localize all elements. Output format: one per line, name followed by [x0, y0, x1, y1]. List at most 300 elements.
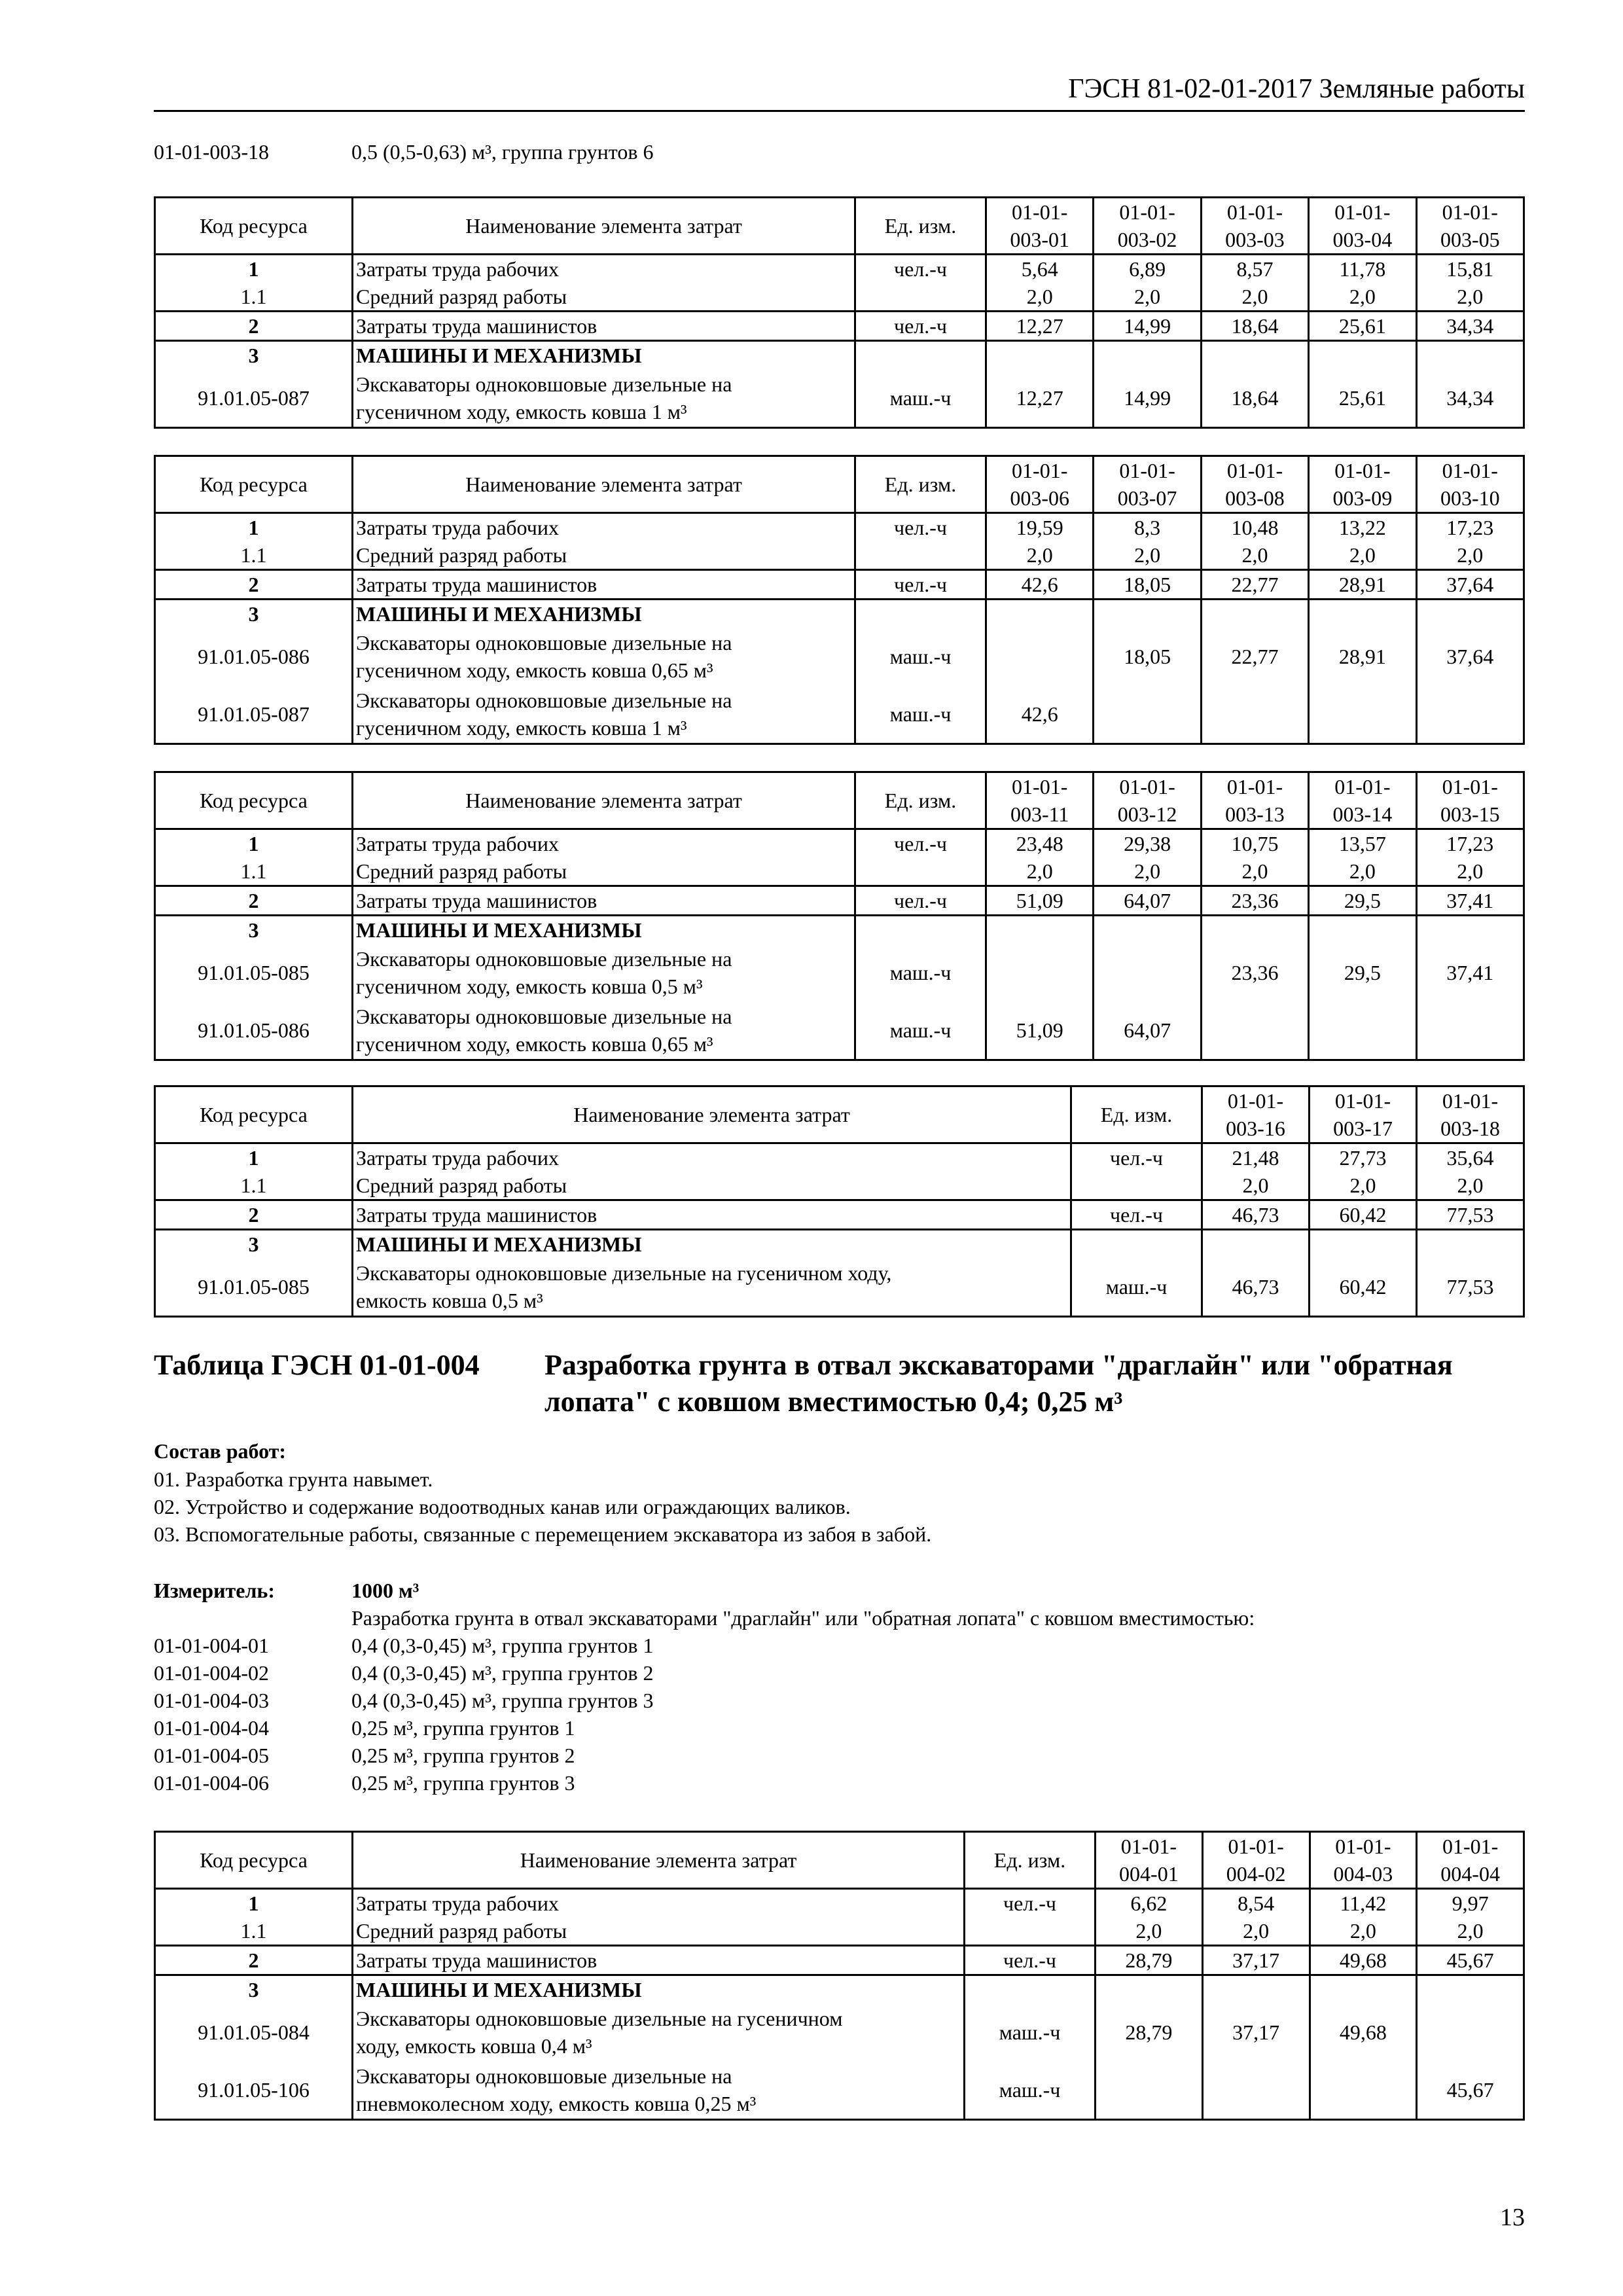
resource-value: 2,0 — [1416, 857, 1524, 886]
code-column-header: Код ресурса — [155, 772, 353, 829]
resource-value — [1310, 1230, 1417, 1259]
norm-code-column-header: 01-01- 003-09 — [1309, 456, 1416, 513]
resource-value: 2,0 — [1201, 857, 1308, 886]
resource-value — [986, 628, 1094, 685]
table-row — [155, 600, 1524, 628]
table-row — [155, 2061, 1524, 2120]
norm-code-column-header: 01-01- 003-01 — [986, 198, 1094, 255]
resource-code: 1.1 — [155, 541, 353, 570]
resource-name: Средний разряд работы — [353, 1917, 965, 1946]
resource-value — [1094, 341, 1201, 370]
resource-code: 1.1 — [155, 1172, 353, 1200]
table-row — [155, 2003, 1524, 2061]
resource-value: 11,78 — [1309, 255, 1416, 283]
resource-name: Средний разряд работы — [353, 1172, 1071, 1200]
resource-unit: маш.-ч — [855, 944, 986, 1001]
resource-code: 1 — [155, 829, 353, 858]
resource-value — [1417, 2003, 1524, 2061]
resource-value: 77,53 — [1417, 1258, 1524, 1317]
norm-code-column-header: 01-01- 003-14 — [1309, 772, 1416, 829]
resource-value — [1417, 1975, 1524, 2004]
table-row — [155, 1200, 1524, 1230]
table-row — [155, 916, 1524, 944]
resource-value — [1416, 341, 1524, 370]
resource-value: 25,61 — [1309, 312, 1416, 341]
resource-unit — [965, 1917, 1096, 1946]
table-row — [155, 1172, 1524, 1200]
resource-value: 13,57 — [1309, 829, 1416, 858]
resource-code: 3 — [155, 600, 353, 628]
resource-value: 2,0 — [1309, 541, 1416, 570]
resource-value: 2,0 — [1202, 1917, 1310, 1946]
resource-unit: маш.-ч — [855, 1001, 986, 1060]
resource-value: 9,97 — [1417, 1889, 1524, 1918]
resource-value — [1202, 2061, 1310, 2120]
resource-unit — [855, 916, 986, 944]
resource-code: 91.01.05-086 — [155, 628, 353, 685]
unit-column-header: Ед. изм. — [855, 198, 986, 255]
resource-unit: маш.-ч — [1071, 1258, 1202, 1317]
resource-value: 64,07 — [1094, 1001, 1201, 1060]
resource-value: 18,05 — [1094, 628, 1201, 685]
resource-value: 6,62 — [1096, 1889, 1203, 1918]
norm-code-column-header: 01-01- 003-18 — [1417, 1086, 1524, 1143]
item-description: 0,4 (0,3-0,45) м³, группа грунтов 3 — [351, 1689, 654, 1712]
table-row — [155, 1001, 1524, 1060]
resource-value: 18,64 — [1201, 369, 1308, 428]
item-code: 01-01-004-05 — [154, 1744, 269, 1767]
resource-value: 6,89 — [1094, 255, 1201, 283]
resource-value: 29,5 — [1309, 944, 1416, 1001]
resource-value — [1094, 916, 1201, 944]
resource-value — [1094, 944, 1201, 1001]
resource-value: 2,0 — [1416, 541, 1524, 570]
name-column-header: Наименование элемента затрат — [353, 456, 855, 513]
code-column-header: Код ресурса — [155, 1086, 353, 1143]
table-header-row — [155, 456, 1524, 513]
resource-value — [1309, 1001, 1416, 1060]
resource-value: 37,17 — [1202, 2003, 1310, 2061]
measure-value: 1000 м³ — [351, 1579, 419, 1602]
resource-value: 49,68 — [1310, 2003, 1417, 2061]
resource-unit — [965, 1975, 1096, 2004]
resource-value: 29,38 — [1094, 829, 1201, 858]
resource-value — [1416, 685, 1524, 744]
resource-code: 3 — [155, 341, 353, 370]
resource-unit — [855, 283, 986, 312]
resource-name: Затраты труда рабочих — [353, 255, 855, 283]
resource-code: 3 — [155, 916, 353, 944]
resource-value — [986, 341, 1094, 370]
resource-value: 8,54 — [1202, 1889, 1310, 1918]
resource-value — [1202, 1230, 1310, 1259]
resource-value — [986, 600, 1094, 628]
resource-value: 28,91 — [1309, 628, 1416, 685]
table-row — [155, 857, 1524, 886]
resource-value: 17,23 — [1416, 829, 1524, 858]
table-header-row — [155, 1086, 1524, 1143]
resource-unit — [855, 600, 986, 628]
resource-name: Экскаваторы одноковшовые дизельные на гусеничном ходу, емкость ковша 0,65 м³ — [353, 628, 855, 685]
unit-column-header: Ед. изм. — [855, 456, 986, 513]
resource-code: 1 — [155, 255, 353, 283]
resource-value: 2,0 — [986, 857, 1094, 886]
resource-value — [986, 944, 1094, 1001]
page-header: ГЭСН 81-02-01-2017 Земляные работы — [154, 71, 1525, 112]
resource-code: 2 — [155, 312, 353, 341]
resource-name: Затраты труда рабочих — [353, 829, 855, 858]
norm-code-column-header: 01-01- 003-16 — [1202, 1086, 1310, 1143]
resource-unit: чел.-ч — [1071, 1200, 1202, 1230]
resource-value — [1417, 1230, 1524, 1259]
item-code: 01-01-004-01 — [154, 1634, 269, 1657]
resource-code: 91.01.05-106 — [155, 2061, 353, 2120]
table-row — [155, 541, 1524, 570]
resource-value: 15,81 — [1416, 255, 1524, 283]
resource-value — [1416, 600, 1524, 628]
norm-code-column-header: 01-01- 003-02 — [1094, 198, 1201, 255]
resource-value: 2,0 — [1417, 1917, 1524, 1946]
measure-label: Измеритель: — [154, 1579, 275, 1602]
norm-code-column-header: 01-01- 003-17 — [1310, 1086, 1417, 1143]
resource-name: МАШИНЫ И МЕХАНИЗМЫ — [353, 1230, 1071, 1259]
table-header-row — [155, 198, 1524, 255]
resource-value: 37,17 — [1202, 1946, 1310, 1975]
resource-value: 46,73 — [1202, 1200, 1310, 1230]
resource-value: 51,09 — [986, 1001, 1094, 1060]
resource-unit: маш.-ч — [855, 685, 986, 744]
table-row — [155, 628, 1524, 685]
resource-value: 2,0 — [1094, 857, 1201, 886]
resource-value — [1201, 685, 1308, 744]
resource-value: 42,6 — [986, 685, 1094, 744]
resource-value: 45,67 — [1417, 1946, 1524, 1975]
resource-value: 2,0 — [1309, 283, 1416, 312]
resource-unit — [1071, 1172, 1202, 1200]
resource-unit: маш.-ч — [855, 628, 986, 685]
resource-value — [1309, 685, 1416, 744]
resource-value: 12,27 — [986, 369, 1094, 428]
resource-value: 13,22 — [1309, 513, 1416, 542]
norm-code-column-header: 01-01- 004-01 — [1096, 1832, 1203, 1889]
resource-value — [1309, 341, 1416, 370]
resource-name: Затраты труда машинистов — [353, 1946, 965, 1975]
table-row — [155, 283, 1524, 312]
resource-value: 22,77 — [1201, 628, 1308, 685]
resource-value: 51,09 — [986, 886, 1094, 916]
resource-value: 14,99 — [1094, 312, 1201, 341]
resource-value: 12,27 — [986, 312, 1094, 341]
resource-value — [1201, 916, 1308, 944]
table-row — [155, 886, 1524, 916]
resource-unit: маш.-ч — [965, 2003, 1096, 2061]
resource-unit: чел.-ч — [1071, 1143, 1202, 1172]
resource-value: 28,91 — [1309, 570, 1416, 600]
table-row — [155, 1143, 1524, 1172]
resource-value: 45,67 — [1417, 2061, 1524, 2120]
resource-code: 3 — [155, 1230, 353, 1259]
resource-name: Затраты труда машинистов — [353, 570, 855, 600]
resource-name: Затраты труда рабочих — [353, 1143, 1071, 1172]
resource-name: Затраты труда машинистов — [353, 312, 855, 341]
resource-value: 2,0 — [1309, 857, 1416, 886]
resource-value: 5,64 — [986, 255, 1094, 283]
resource-value: 22,77 — [1201, 570, 1308, 600]
table-row — [155, 312, 1524, 341]
resource-unit: чел.-ч — [855, 829, 986, 858]
resource-name: Экскаваторы одноковшовые дизельные на гусеничном ходу, емкость ковша 0,4 м³ — [353, 2003, 965, 2061]
item-code: 01-01-003-18 — [154, 140, 269, 164]
resource-table-004-01 — [154, 1831, 1525, 2121]
resource-code: 1.1 — [155, 857, 353, 886]
norm-code-column-header: 01-01- 003-07 — [1094, 456, 1201, 513]
resource-value: 8,57 — [1201, 255, 1308, 283]
name-column-header: Наименование элемента затрат — [353, 1086, 1071, 1143]
resource-value: 37,64 — [1416, 628, 1524, 685]
resource-value: 27,73 — [1310, 1143, 1417, 1172]
table-row — [155, 1917, 1524, 1946]
resource-value: 23,48 — [986, 829, 1094, 858]
resource-value — [1309, 600, 1416, 628]
resource-name: Средний разряд работы — [353, 857, 855, 886]
norm-code-column-header: 01-01- 004-04 — [1417, 1832, 1524, 1889]
table-row — [155, 369, 1524, 428]
norm-code-column-header: 01-01- 004-02 — [1202, 1832, 1310, 1889]
resource-code: 91.01.05-087 — [155, 369, 353, 428]
resource-unit: чел.-ч — [855, 886, 986, 916]
resource-value: 21,48 — [1202, 1143, 1310, 1172]
resource-value: 35,64 — [1417, 1143, 1524, 1172]
resource-value — [1096, 2061, 1203, 2120]
resource-value: 2,0 — [1310, 1172, 1417, 1200]
resource-value: 23,36 — [1201, 944, 1308, 1001]
resource-value — [1310, 2061, 1417, 2120]
table-row — [155, 685, 1524, 744]
resource-value — [1201, 1001, 1308, 1060]
table-row — [155, 1230, 1524, 1259]
resource-value: 42,6 — [986, 570, 1094, 600]
resource-unit — [855, 341, 986, 370]
resource-unit: чел.-ч — [855, 255, 986, 283]
resource-value: 14,99 — [1094, 369, 1201, 428]
resource-value: 10,48 — [1201, 513, 1308, 542]
resource-name: Затраты труда машинистов — [353, 886, 855, 916]
norm-code-column-header: 01-01- 003-08 — [1201, 456, 1308, 513]
resource-table-003-16 — [154, 1085, 1525, 1318]
item-description: 0,25 м³, группа грунтов 3 — [351, 1771, 575, 1795]
resource-value: 49,68 — [1310, 1946, 1417, 1975]
resource-name: МАШИНЫ И МЕХАНИЗМЫ — [353, 916, 855, 944]
resource-value — [1201, 600, 1308, 628]
table-header-row — [155, 1832, 1524, 1889]
resource-value: 2,0 — [1096, 1917, 1203, 1946]
resource-code: 2 — [155, 570, 353, 600]
table-row — [155, 255, 1524, 283]
unit-column-header: Ед. изм. — [855, 772, 986, 829]
resource-code: 1.1 — [155, 1917, 353, 1946]
unit-column-header: Ед. изм. — [1071, 1086, 1202, 1143]
resource-value: 60,42 — [1310, 1258, 1417, 1317]
resource-name: МАШИНЫ И МЕХАНИЗМЫ — [353, 600, 855, 628]
resource-code: 91.01.05-085 — [155, 944, 353, 1001]
table-row — [155, 1889, 1524, 1918]
resource-code: 3 — [155, 1975, 353, 2004]
table-row — [155, 1946, 1524, 1975]
work-item: 01. Разработка грунта навымет. — [154, 1467, 433, 1491]
resource-code: 2 — [155, 886, 353, 916]
resource-value — [1201, 341, 1308, 370]
code-column-header: Код ресурса — [155, 456, 353, 513]
resource-table-003-01 — [154, 196, 1525, 429]
resource-name: Затраты труда машинистов — [353, 1200, 1071, 1230]
resource-value: 77,53 — [1417, 1200, 1524, 1230]
resource-value: 37,41 — [1416, 886, 1524, 916]
resource-value: 18,64 — [1201, 312, 1308, 341]
resource-unit — [855, 857, 986, 886]
resource-value: 2,0 — [986, 541, 1094, 570]
resource-value — [1094, 600, 1201, 628]
norm-code-column-header: 01-01- 003-15 — [1416, 772, 1524, 829]
code-column-header: Код ресурса — [155, 198, 353, 255]
resource-value: 2,0 — [1416, 283, 1524, 312]
resource-value: 34,34 — [1416, 369, 1524, 428]
resource-value: 37,64 — [1416, 570, 1524, 600]
resource-name: Экскаваторы одноковшовые дизельные на гусеничном ходу, емкость ковша 0,5 м³ — [353, 1258, 1071, 1317]
norm-code-column-header: 01-01- 003-06 — [986, 456, 1094, 513]
resource-value: 2,0 — [1202, 1172, 1310, 1200]
resource-name: Экскаваторы одноковшовые дизельные на гусеничном ходу, емкость ковша 0,5 м³ — [353, 944, 855, 1001]
measure-description: Разработка грунта в отвал экскаваторами "драглайн" или "обратная лопата" с ковшом вместимостью: — [351, 1606, 1255, 1630]
resource-code: 91.01.05-086 — [155, 1001, 353, 1060]
item-description: 0,25 м³, группа грунтов 2 — [351, 1744, 575, 1767]
table-header-row — [155, 772, 1524, 829]
resource-value: 8,3 — [1094, 513, 1201, 542]
name-column-header: Наименование элемента затрат — [353, 198, 855, 255]
resource-unit: чел.-ч — [965, 1889, 1096, 1918]
resource-value: 28,79 — [1096, 1946, 1203, 1975]
resource-table-003-06 — [154, 455, 1525, 745]
item-description: 0,25 м³, группа грунтов 1 — [351, 1716, 575, 1740]
table-row — [155, 944, 1524, 1001]
resource-value: 25,61 — [1309, 369, 1416, 428]
resource-unit — [1071, 1230, 1202, 1259]
item-code: 01-01-004-06 — [154, 1771, 269, 1795]
resource-unit: чел.-ч — [855, 513, 986, 542]
resource-value: 2,0 — [1201, 283, 1308, 312]
table-row — [155, 570, 1524, 600]
resource-name: Затраты труда рабочих — [353, 513, 855, 542]
resource-unit: чел.-ч — [965, 1946, 1096, 1975]
name-column-header: Наименование элемента затрат — [353, 1832, 965, 1889]
table-row — [155, 513, 1524, 542]
resource-unit: маш.-ч — [965, 2061, 1096, 2120]
resource-name: Экскаваторы одноковшовые дизельные на гусеничном ходу, емкость ковша 1 м³ — [353, 369, 855, 428]
resource-value — [1094, 685, 1201, 744]
resource-name: Экскаваторы одноковшовые дизельные на гусеничном ходу, емкость ковша 1 м³ — [353, 685, 855, 744]
resource-name: МАШИНЫ И МЕХАНИЗМЫ — [353, 341, 855, 370]
resource-value: 18,05 — [1094, 570, 1201, 600]
resource-name: Экскаваторы одноковшовые дизельные на гусеничном ходу, емкость ковша 0,65 м³ — [353, 1001, 855, 1060]
resource-name: Средний разряд работы — [353, 283, 855, 312]
item-description: 0,4 (0,3-0,45) м³, группа грунтов 2 — [351, 1661, 654, 1685]
resource-value: 28,79 — [1096, 2003, 1203, 2061]
resource-code: 1 — [155, 1143, 353, 1172]
table-row — [155, 1975, 1524, 2004]
item-code: 01-01-004-04 — [154, 1716, 269, 1740]
resource-code: 1 — [155, 513, 353, 542]
code-column-header: Код ресурса — [155, 1832, 353, 1889]
norm-code-column-header: 01-01- 004-03 — [1310, 1832, 1417, 1889]
work-item: 03. Вспомогательные работы, связанные с перемещением экскаватора из забоя в забой. — [154, 1522, 932, 1546]
resource-value: 29,5 — [1309, 886, 1416, 916]
resource-value: 37,41 — [1416, 944, 1524, 1001]
work-item: 02. Устройство и содержание водоотводных канав или ограждающих валиков. — [154, 1495, 851, 1518]
table-row — [155, 341, 1524, 370]
resource-value — [1416, 916, 1524, 944]
resource-name: Экскаваторы одноковшовые дизельные на пневмоколесном ходу, емкость ковша 0,25 м³ — [353, 2061, 965, 2120]
table-row — [155, 829, 1524, 858]
norm-code-column-header: 01-01- 003-05 — [1416, 198, 1524, 255]
norm-code-column-header: 01-01- 003-10 — [1416, 456, 1524, 513]
resource-value: 46,73 — [1202, 1258, 1310, 1317]
table-label: Таблица ГЭСН 01-01-004 — [154, 1349, 480, 1381]
resource-value: 2,0 — [986, 283, 1094, 312]
works-heading: Состав работ: — [154, 1439, 287, 1463]
resource-code: 1.1 — [155, 283, 353, 312]
item-code: 01-01-004-03 — [154, 1689, 269, 1712]
resource-value — [1096, 1975, 1203, 2004]
resource-value — [1309, 916, 1416, 944]
norm-code-column-header: 01-01- 003-13 — [1201, 772, 1308, 829]
resource-value: 23,36 — [1201, 886, 1308, 916]
page-number: 13 — [1500, 2204, 1525, 2231]
table-row — [155, 1258, 1524, 1317]
resource-unit — [855, 541, 986, 570]
resource-value: 64,07 — [1094, 886, 1201, 916]
norm-code-column-header: 01-01- 003-11 — [986, 772, 1094, 829]
item-code: 01-01-004-02 — [154, 1661, 269, 1685]
resource-value: 34,34 — [1416, 312, 1524, 341]
resource-value: 11,42 — [1310, 1889, 1417, 1918]
resource-table-003-11 — [154, 771, 1525, 1061]
resource-value — [1416, 1001, 1524, 1060]
norm-code-column-header: 01-01- 003-04 — [1309, 198, 1416, 255]
resource-value — [1310, 1975, 1417, 2004]
resource-value: 10,75 — [1201, 829, 1308, 858]
resource-value: 2,0 — [1417, 1172, 1524, 1200]
resource-value: 19,59 — [986, 513, 1094, 542]
resource-value: 2,0 — [1094, 283, 1201, 312]
resource-unit: чел.-ч — [855, 312, 986, 341]
resource-code: 2 — [155, 1200, 353, 1230]
norm-code-column-header: 01-01- 003-12 — [1094, 772, 1201, 829]
resource-value: 2,0 — [1310, 1917, 1417, 1946]
resource-name: Средний разряд работы — [353, 541, 855, 570]
unit-column-header: Ед. изм. — [965, 1832, 1096, 1889]
name-column-header: Наименование элемента затрат — [353, 772, 855, 829]
resource-value: 2,0 — [1094, 541, 1201, 570]
resource-name: МАШИНЫ И МЕХАНИЗМЫ — [353, 1975, 965, 2004]
resource-unit: чел.-ч — [855, 570, 986, 600]
resource-value: 17,23 — [1416, 513, 1524, 542]
resource-code: 2 — [155, 1946, 353, 1975]
resource-value — [1202, 1975, 1310, 2004]
resource-value: 60,42 — [1310, 1200, 1417, 1230]
resource-value — [986, 916, 1094, 944]
table-title: Разработка грунта в отвал экскаваторами "драглайн" или "обратная лопата" с ковшом вместимостью 0,4; 0,25 м³ — [544, 1349, 1453, 1418]
resource-value: 2,0 — [1201, 541, 1308, 570]
item-description: 0,4 (0,3-0,45) м³, группа грунтов 1 — [351, 1634, 654, 1657]
